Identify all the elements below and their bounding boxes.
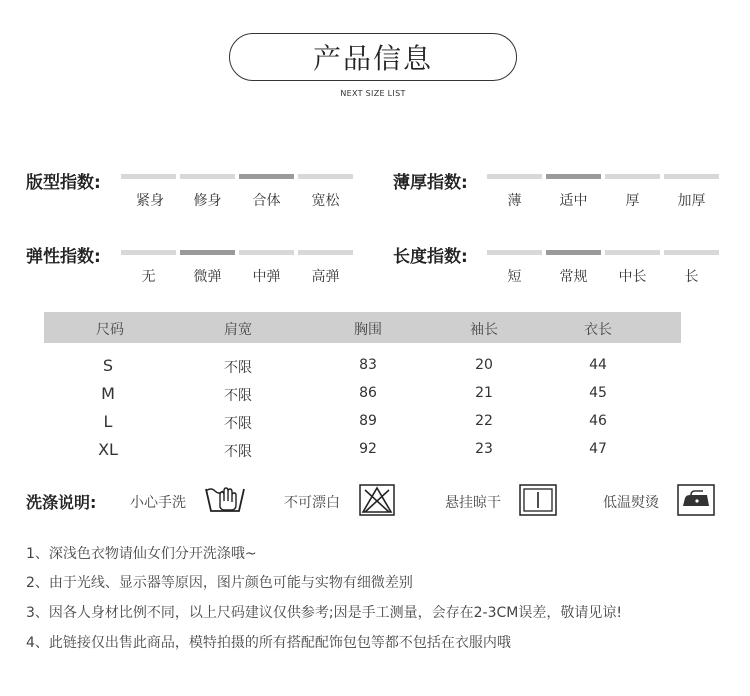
table-cell: 89 xyxy=(359,413,377,429)
fit-option: 修身 xyxy=(193,193,222,209)
elasticity-index-segment xyxy=(298,250,353,255)
length-index-label: 长度指数: xyxy=(393,247,468,267)
table-cell: 不限 xyxy=(224,416,252,432)
thickness-index-segment xyxy=(664,174,719,179)
fit-option: 合体 xyxy=(252,193,281,209)
fit-index-scale xyxy=(121,174,353,214)
table-cell: 86 xyxy=(359,385,377,401)
thickness-index-segment xyxy=(487,174,542,179)
header-sleeve: 袖长 xyxy=(470,322,498,338)
fit-option: 紧身 xyxy=(136,193,164,209)
thickness-option: 加厚 xyxy=(677,193,706,209)
page-subtitle: NEXT SIZE LIST xyxy=(340,89,406,98)
table-cell: 92 xyxy=(359,441,377,457)
thickness-option: 适中 xyxy=(559,193,588,209)
care-label: 洗涤说明: xyxy=(26,493,97,512)
length-index-segment-selected xyxy=(546,250,601,255)
table-cell: 23 xyxy=(475,441,493,457)
hand-wash-icon xyxy=(203,483,247,515)
elasticity-option: 微弹 xyxy=(193,269,222,285)
table-cell-size: S xyxy=(102,356,114,375)
length-index-segment xyxy=(487,250,542,255)
table-cell: 不限 xyxy=(224,444,252,460)
length-index-scale xyxy=(487,250,719,290)
fit-index-label: 版型指数: xyxy=(26,173,101,193)
no-bleach-icon xyxy=(359,484,395,516)
elasticity-index-segment xyxy=(239,250,294,255)
table-cell: 不限 xyxy=(224,388,252,404)
fit-option: 宽松 xyxy=(311,193,340,209)
thickness-index-segment-selected xyxy=(546,174,601,179)
elasticity-option: 高弹 xyxy=(311,269,340,285)
header-size: 尺码 xyxy=(96,322,124,338)
table-cell: 46 xyxy=(589,413,607,429)
header-chest: 胸围 xyxy=(354,322,382,338)
care-hand-wash-text: 小心手洗 xyxy=(130,495,186,511)
length-option: 中长 xyxy=(618,269,647,285)
table-cell: 45 xyxy=(589,385,607,401)
low-iron-icon xyxy=(677,484,715,516)
fit-index-segment xyxy=(298,174,353,179)
care-hang-dry-text: 悬挂晾干 xyxy=(445,495,501,511)
elasticity-index-label: 弹性指数: xyxy=(26,247,101,267)
table-cell: 83 xyxy=(359,357,377,373)
table-cell: 不限 xyxy=(224,360,252,376)
table-cell-size: XL xyxy=(98,440,118,459)
length-index-segment xyxy=(664,250,719,255)
elasticity-option: 无 xyxy=(141,269,156,285)
elasticity-index-segment-selected xyxy=(180,250,235,255)
thickness-option: 厚 xyxy=(625,193,640,209)
length-option: 长 xyxy=(684,269,699,285)
table-cell: 21 xyxy=(475,385,493,401)
note-3: 3、因各人身材比例不同，以上尺码建议仅供参考;因是手工测量，会存在2-3CM误差，敬请见谅! xyxy=(26,605,622,621)
table-cell: 20 xyxy=(475,357,493,373)
elasticity-option: 中弹 xyxy=(252,269,281,285)
table-cell-size: L xyxy=(103,412,113,431)
page-title: 产品信息 xyxy=(229,33,517,81)
fit-index-segment-selected xyxy=(239,174,294,179)
table-cell: 44 xyxy=(589,357,607,373)
hang-dry-icon xyxy=(519,484,557,516)
length-option: 常规 xyxy=(559,269,588,285)
fit-index-segment xyxy=(121,174,176,179)
thickness-option: 薄 xyxy=(507,193,522,209)
header-length: 衣长 xyxy=(584,322,612,338)
length-option: 短 xyxy=(507,269,522,285)
fit-index-segment xyxy=(180,174,235,179)
note-1: 1、深浅色衣物请仙女们分开洗涤哦~ xyxy=(26,546,257,562)
care-no-bleach-text: 不可漂白 xyxy=(284,495,340,511)
note-2: 2、由于光线、显示器等原因，图片颜色可能与实物有细微差别 xyxy=(26,575,413,591)
care-low-iron-text: 低温熨烫 xyxy=(603,495,659,511)
elasticity-index-segment xyxy=(121,250,176,255)
table-cell: 22 xyxy=(475,413,493,429)
length-index-segment xyxy=(605,250,660,255)
thickness-index-scale xyxy=(487,174,719,214)
size-table-header xyxy=(44,312,681,343)
header-shoulder: 肩宽 xyxy=(224,322,252,338)
table-cell-size: M xyxy=(101,384,115,403)
note-4: 4、此链接仅出售此商品，模特拍摄的所有搭配配饰包包等都不包括在衣服内哦 xyxy=(26,635,511,651)
thickness-index-segment xyxy=(605,174,660,179)
table-cell: 47 xyxy=(589,441,607,457)
elasticity-index-scale xyxy=(121,250,353,290)
thickness-index-label: 薄厚指数: xyxy=(393,173,468,193)
